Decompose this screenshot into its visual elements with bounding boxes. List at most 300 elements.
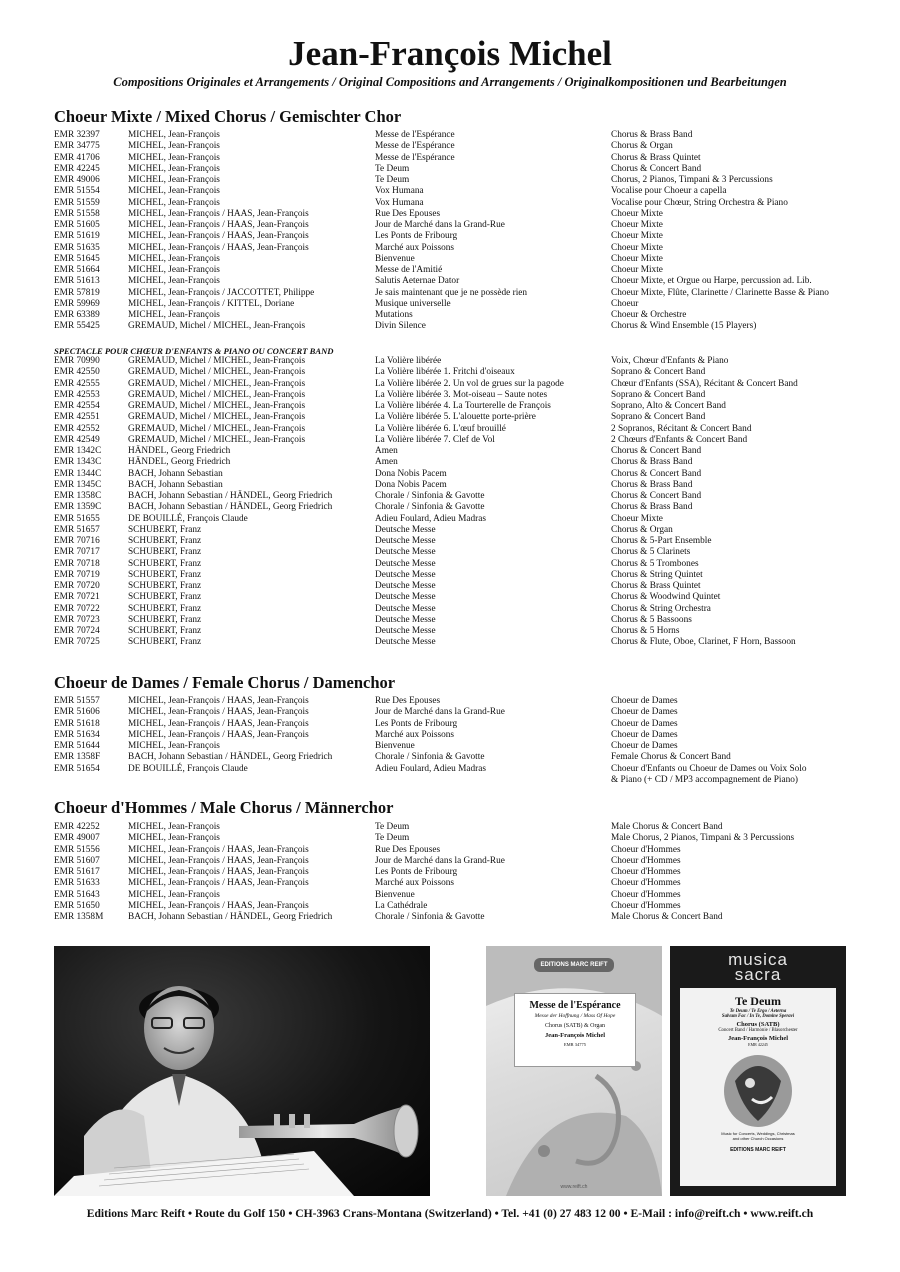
composer-name: MICHEL, Jean-François / HAAS, Jean-François [128,729,309,740]
catalog-number: EMR 42252 [54,822,100,832]
work-title: Dona Nobis Pacem [375,479,447,490]
instrumentation: Choeur d'Hommes [611,900,681,911]
table-row [54,502,854,513]
composer-photo [54,946,430,1196]
catalog-number: EMR 70722 [54,603,100,614]
composer-name: MICHEL, Jean-François [128,141,220,152]
composer-name: MICHEL, Jean-François / HAAS, Jean-François [128,707,309,718]
work-title: La Volière libérée 7. Clef de Vol [375,434,495,445]
catalog-number: EMR 1359C [54,502,102,513]
composer-name: MICHEL, Jean-François / HAAS, Jean-François [128,855,309,866]
table-row [54,626,854,637]
composer-name: GREMAUD, Michel / MICHEL, Jean-François [128,367,306,378]
work-title: La Volière libérée 4. La Tourterelle de François [375,401,551,411]
composer-name: GREMAUD, Michel / MICHEL, Jean-François [128,401,306,411]
section-heading-male: Choeur d'Hommes / Male Chorus / Männerchor [54,798,394,817]
composer-name: SCHUBERT, Franz [128,592,202,603]
catalog-number: EMR 51556 [54,844,100,855]
table-row [54,424,854,435]
cover-messe-subtitle: Messe der Hoffnung / Mass Of Hope [534,1013,616,1019]
instrumentation: Choeur Mixte [611,253,663,264]
composer-name: MICHEL, Jean-François / HAAS, Jean-François [128,696,309,706]
cover-messe-background [486,946,662,1196]
work-title: Les Ponts de Fribourg [375,231,458,242]
composer-name: MICHEL, Jean-François / HAAS, Jean-François [128,844,309,855]
catalog-number: EMR 41706 [54,152,100,163]
page-title: Jean-François Michel [288,34,612,73]
work-title: Amen [375,446,398,456]
catalog-number: EMR 63389 [54,310,100,320]
catalog-number: EMR 57819 [54,287,100,298]
instrumentation: Chorus & Brass Band [611,457,693,468]
composer-photo-illustration [54,946,430,1196]
catalog-number: EMR 51633 [54,878,100,889]
section-subheading-spectacle: SPECTACLE POUR CHŒUR D'ENFANTS & PIANO OU CONCERT BAND [54,346,334,356]
table-row [54,367,854,378]
cover-te-deum [670,946,846,1196]
work-title: Marché aux Poissons [375,729,455,740]
composer-name: BACH, Johann Sebastian / HÄNDEL, Georg Friedrich [128,502,333,513]
catalog-number: EMR 51618 [54,718,100,729]
cover-messe-title: Messe de l'Espérance [529,1000,621,1011]
table-row [54,707,854,718]
catalog-number: EMR 42553 [54,389,100,400]
cover-tedeum-title: Te Deum [735,994,781,1008]
table-row [54,401,854,412]
work-title: Deutsche Messe [375,524,436,535]
work-title: Vox Humana [375,186,424,197]
work-title: Te Deum [375,833,410,844]
composer-name: SCHUBERT, Franz [128,536,202,546]
cover-tedeum-scoring: Chorus (SATB) [736,1021,780,1028]
work-title: Messe de l'Amitié [375,265,443,275]
cover-tedeum-emblem [680,1051,836,1131]
catalog-number: EMR 51559 [54,197,100,208]
catalog-number: EMR 1343C [54,457,102,468]
work-title: La Volière libérée 2. Un vol de grues sur la pagode [375,378,564,389]
instrumentation: Voix, Chœur d'Enfants & Piano [611,356,729,366]
instrumentation: Chorus & Concert Band [611,446,702,456]
catalog-number: EMR 51557 [54,696,100,706]
section-heading-mixed: Choeur Mixte / Mixed Chorus / Gemischter Chor [54,107,402,126]
catalog-number: EMR 32397 [54,130,100,140]
instrumentation: Chorus & 5-Part Ensemble [611,536,712,546]
instrumentation: Choeur de Dames [611,696,678,706]
composer-name: GREMAUD, Michel / MICHEL, Jean-François [128,434,306,445]
cover-messe-scoring: Chorus (SATB) & Organ [544,1023,606,1029]
instrumentation: Choeur d'Enfants ou Choeur de Dames ou Voix Solo [611,763,807,774]
catalog-number: EMR 70717 [54,547,100,558]
instrumentation: Chorus & Concert Band [611,491,702,501]
instrumentation: Choeur de Dames [611,718,678,729]
composer-name: SCHUBERT, Franz [128,626,202,636]
catalog-number: EMR 51554 [54,186,100,197]
cover-tedeum-instrumentation: Concert Band / Harmonie / Blasorchester [718,1028,798,1033]
composer-name: BACH, Johann Sebastian / HÄNDEL, Georg Friedrich [128,912,333,922]
table-row [54,491,854,502]
cover-messe-website: www.reift.ch [560,1184,588,1190]
composer-name: SCHUBERT, Franz [128,581,202,591]
catalog-number: EMR 34775 [54,141,100,152]
instrumentation: Chorus & String Orchestra [611,603,711,614]
work-title: La Volière libérée 1. Fritchi d'oiseaux [375,367,515,378]
composer-name: SCHUBERT, Franz [128,614,202,625]
table-row [54,480,854,491]
catalog-number: EMR 1358F [54,752,101,763]
catalog-number: EMR 70718 [54,558,100,569]
instrumentation: Chœur d'Enfants (SSA), Récitant & Concert Band [611,378,798,389]
composer-name: MICHEL, Jean-François [128,889,220,900]
work-title: Marché aux Poissons [375,242,455,253]
work-title: Chorale / Sinfonia & Gavotte [375,502,485,513]
table-row [54,265,854,276]
instrumentation: Choeur d'Hommes [611,855,681,866]
catalog-number: EMR 51654 [54,763,100,774]
instrumentation: Male Chorus, 2 Pianos, Timpani & 3 Percussions [611,833,795,844]
composer-name: GREMAUD, Michel / MICHEL, Jean-François [128,412,306,423]
composer-name: MICHEL, Jean-François / HAAS, Jean-François [128,242,309,253]
catalog-table-spectacle [54,356,854,649]
work-title: Deutsche Messe [375,569,436,580]
table-row [54,412,854,423]
catalog-number: EMR 1345C [54,479,102,490]
composer-name: GREMAUD, Michel / MICHEL, Jean-François [128,423,306,434]
composer-name: MICHEL, Jean-François [128,130,220,140]
table-row [54,186,854,197]
work-title: Deutsche Messe [375,592,436,603]
table-row [54,457,854,468]
cover-tedeum-tagline-1: Music for Concerts, Weddings, Christmas [721,1131,795,1136]
instrumentation: Choeur d'Hommes [611,878,681,889]
table-row [54,321,854,332]
catalog-number: EMR 49007 [54,833,100,844]
table-row [54,525,854,536]
table-row [54,833,854,844]
composer-name: SCHUBERT, Franz [128,569,202,580]
catalog-number: EMR 1344C [54,468,102,479]
table-row [54,581,854,592]
instrumentation: Vocalise pour Choeur a capella [611,186,727,197]
composer-name: MICHEL, Jean-François / HAAS, Jean-François [128,900,309,911]
instrumentation: Choeur Mixte [611,242,663,253]
catalog-number: EMR 51645 [54,253,100,264]
instrumentation: Chorus & 5 Clarinets [611,547,691,558]
composer-name: MICHEL, Jean-François [128,175,220,185]
work-title: Messe de l'Espérance [375,152,455,163]
table-row [54,276,854,287]
composer-name: MICHEL, Jean-François / KITTEL, Doriane [128,298,295,309]
instrumentation: Male Chorus & Concert Band [611,912,723,922]
composer-name: GREMAUD, Michel / MICHEL, Jean-François [128,389,306,400]
table-row [54,775,854,786]
instrumentation: Choeur Mixte [611,220,663,230]
catalog-number: EMR 51664 [54,265,100,275]
catalog-number: EMR 51558 [54,208,100,219]
catalog-number: EMR 70990 [54,356,100,366]
catalog-number: EMR 51619 [54,231,100,242]
table-row [54,615,854,626]
table-row [54,752,854,763]
composer-name: MICHEL, Jean-François [128,163,220,174]
table-row [54,220,854,231]
work-title: Je sais maintenant que je ne possède rien [375,287,528,298]
instrumentation: Choeur Mixte, et Orgue ou Harpe, percussion ad. Lib. [611,276,812,287]
instrumentation: Chorus & 5 Trombones [611,558,699,569]
cover-messe-publisher: EDITIONS MARC REIFT [534,958,614,972]
catalog-number: EMR 51657 [54,524,100,535]
work-title: Rue Des Epouses [375,696,441,706]
instrumentation: Chorus & 5 Bassoons [611,614,692,625]
table-row [54,469,854,480]
work-title: Chorale / Sinfonia & Gavotte [375,752,485,763]
catalog-number: EMR 42549 [54,434,100,445]
composer-name: MICHEL, Jean-François [128,197,220,208]
work-title: Divin Silence [375,321,426,332]
table-row [54,536,854,547]
catalog-number: EMR 51650 [54,900,100,911]
table-row [54,243,854,254]
catalog-number: EMR 42550 [54,367,100,378]
instrumentation: Soprano & Concert Band [611,389,706,400]
composer-name: MICHEL, Jean-François [128,822,220,832]
instrumentation: Choeur Mixte [611,513,663,524]
work-title: La Volière libérée 6. L'œuf brouillé [375,423,506,434]
catalog-number: EMR 51617 [54,867,100,877]
instrumentation: Female Chorus & Concert Band [611,752,731,763]
work-title: Amen [375,457,398,468]
catalog-number: EMR 49006 [54,175,100,185]
table-row [54,446,854,457]
composer-name: MICHEL, Jean-François / HAAS, Jean-François [128,220,309,230]
composer-name: MICHEL, Jean-François / HAAS, Jean-François [128,718,309,729]
footer-contact: Editions Marc Reift • Route du Golf 150 • CH-3963 Crans-Montana (Switzerland) • Tel. +41 (0) 27 483 12 00 • E-Mail : info@reift.ch • www.reift.ch [86,1207,814,1220]
page-subtitle: Compositions Originales et Arrangements / Original Compositions and Arrangements / Originalkompositionen und Bearbeitungen [113,75,787,89]
catalog-number: EMR 70724 [54,626,100,636]
composer-name: DE BOUILLÉ, François Claude [128,763,248,774]
table-row [54,912,854,923]
instrumentation: Choeur & Orchestre [611,310,687,320]
catalog-number: EMR 42552 [54,423,100,434]
composer-name: HÄNDEL, Georg Friedrich [128,457,231,468]
instrumentation: Chorus & Concert Band [611,468,702,479]
composer-name: MICHEL, Jean-François [128,310,220,320]
composer-name: DE BOUILLÉ, François Claude [128,513,248,524]
table-row [54,198,854,209]
work-title: La Volière libérée 5. L'alouette porte-prière [375,412,536,423]
cover-messe-number: EMR 34775 [563,1042,587,1047]
catalog-number: EMR 42554 [54,401,100,411]
catalog-number: EMR 1342C [54,446,102,456]
composer-name: BACH, Johann Sebastian / HÄNDEL, Georg Friedrich [128,491,333,501]
catalog-number: EMR 42551 [54,412,100,423]
cover-messe-esperance [486,946,662,1196]
instrumentation: Choeur de Dames [611,707,678,718]
composer-name: HÄNDEL, Georg Friedrich [128,446,231,456]
work-title: Marché aux Poissons [375,878,455,889]
instrumentation: Chorus & String Quintet [611,569,703,580]
work-title: Jour de Marché dans la Grand-Rue [375,855,505,866]
table-row [54,141,854,152]
table-row [54,379,854,390]
table-row [54,310,854,321]
instrumentation: Chorus & Brass Band [611,479,693,490]
work-title: Deutsche Messe [375,637,436,648]
catalog-number: EMR 42245 [54,163,100,174]
table-row [54,153,854,164]
instrumentation: 2 Sopranos, Récitant & Concert Band [611,423,752,434]
table-row [54,822,854,833]
instrumentation: Choeur Mixte [611,231,663,242]
cover-tedeum-series-1: musica [728,950,788,969]
cover-tedeum-subtitle-1: Te Deum / Te Ergo / Aeterna [729,1009,787,1014]
table-row [54,901,854,912]
composer-name: MICHEL, Jean-François [128,741,220,751]
work-title: Deutsche Messe [375,558,436,569]
work-title: Deutsche Messe [375,581,436,591]
composer-name: GREMAUD, Michel / MICHEL, Jean-François [128,321,306,332]
table-row [54,175,854,186]
cover-tedeum-panel [680,988,836,1186]
work-title: Deutsche Messe [375,603,436,614]
work-title: Les Ponts de Fribourg [375,867,458,877]
work-title: Deutsche Messe [375,614,436,625]
work-title: Bienvenue [375,253,415,264]
table-row [54,741,854,752]
composer-name: MICHEL, Jean-François [128,186,220,197]
work-title: Vox Humana [375,197,424,208]
table-row [54,845,854,856]
table-row [54,164,854,175]
table-row [54,696,854,707]
instrumentation: Choeur d'Hommes [611,889,681,900]
composer-name: MICHEL, Jean-François / JACCOTTET, Philippe [128,287,315,298]
work-title: Te Deum [375,175,410,185]
catalog-number: EMR 42555 [54,378,100,389]
composer-name: MICHEL, Jean-François [128,276,220,287]
composer-name: SCHUBERT, Franz [128,558,202,569]
composer-name: BACH, Johann Sebastian [128,479,223,490]
table-row [54,547,854,558]
table-row [54,559,854,570]
table-row [54,514,854,525]
catalog-table-male [54,822,854,923]
catalog-number: EMR 51607 [54,855,100,866]
catalog-number: EMR 51635 [54,242,100,253]
instrumentation: Chorus & Concert Band [611,163,702,174]
work-title: Jour de Marché dans la Grand-Rue [375,220,505,230]
instrumentation: Chorus & Organ [611,524,673,535]
work-title: Dona Nobis Pacem [375,468,447,479]
instrumentation: Chorus & Wind Ensemble (15 Players) [611,321,757,332]
composer-name: MICHEL, Jean-François / HAAS, Jean-François [128,878,309,889]
cover-tedeum-series-2: sacra [734,965,782,984]
catalog-number: EMR 70719 [54,569,100,580]
table-row [54,130,854,141]
catalog-number: EMR 70725 [54,637,100,648]
instrumentation: Chorus & Organ [611,141,673,152]
work-title: Messe de l'Espérance [375,141,455,152]
table-row [54,878,854,889]
work-title: Chorale / Sinfonia & Gavotte [375,912,485,922]
instrumentation: Chorus & 5 Horns [611,626,680,636]
instrumentation: Choeur de Dames [611,741,678,751]
instrumentation: Soprano, Alto & Concert Band [611,401,726,411]
work-title: Deutsche Messe [375,536,436,546]
work-title: Salutis Aeternae Dator [375,276,460,287]
instrumentation: Choeur Mixte [611,208,663,219]
work-title: Deutsche Messe [375,626,436,636]
catalog-number: EMR 51655 [54,513,100,524]
work-title: Rue Des Epouses [375,208,441,219]
table-row [54,288,854,299]
composer-name: SCHUBERT, Franz [128,637,202,648]
composer-name: MICHEL, Jean-François [128,253,220,264]
composer-name: MICHEL, Jean-François [128,152,220,163]
work-title: Adieu Foulard, Adieu Madras [375,513,487,524]
instrumentation: Chorus & Brass Band [611,502,693,513]
catalog-number: EMR 51634 [54,729,100,740]
composer-name: SCHUBERT, Franz [128,547,202,558]
composer-name: MICHEL, Jean-François / HAAS, Jean-François [128,867,309,877]
cover-tedeum-number: EMR 42245 [748,1042,768,1047]
catalog-table-mixed [54,130,854,333]
work-title: Chorale / Sinfonia & Gavotte [375,491,485,501]
composer-name: GREMAUD, Michel / MICHEL, Jean-François [128,356,306,366]
table-row [54,890,854,901]
instrumentation: Chorus & Brass Quintet [611,581,701,591]
work-title: Bienvenue [375,741,415,751]
instrumentation: Choeur de Dames [611,729,678,740]
instrumentation: Choeur [611,298,639,309]
work-title: Rue Des Epouses [375,844,441,855]
table-row [54,299,854,310]
section-heading-female: Choeur de Dames / Female Chorus / Damenchor [54,673,396,692]
catalog-number: EMR 59969 [54,298,100,309]
work-title: Adieu Foulard, Adieu Madras [375,763,487,774]
composer-name: MICHEL, Jean-François [128,833,220,844]
table-row [54,592,854,603]
instrumentation: Soprano & Concert Band [611,412,706,423]
table-row [54,764,854,775]
instrumentation: Chorus & Brass Quintet [611,152,701,163]
cover-tedeum-subtitle-2: Salvum Fac / In Te, Domine Speravi [721,1014,795,1019]
catalog-number: EMR 70720 [54,581,100,591]
instrumentation: Chorus & Woodwind Quintet [611,592,721,603]
work-title: Messe de l'Espérance [375,130,455,140]
instrumentation: Chorus & Brass Band [611,130,693,140]
table-row [54,637,854,648]
work-title: Les Ponts de Fribourg [375,718,458,729]
catalog-number: EMR 70721 [54,592,100,603]
catalog-number: EMR 1358C [54,491,102,501]
work-title: La Volière libérée [375,356,442,366]
catalog-table-female [54,696,854,786]
instrumentation: Chorus & Flute, Oboe, Clarinet, F Horn, Bassoon [611,637,796,648]
catalog-number: EMR 1358M [54,912,104,922]
work-title: Musique universelle [375,298,451,309]
cover-tedeum-tagline-2: and other Church Occasions [732,1136,784,1141]
table-row [54,867,854,878]
instrumentation: Male Chorus & Concert Band [611,822,723,832]
work-title: Deutsche Messe [375,547,436,558]
table-row [54,435,854,446]
catalog-number: EMR 70723 [54,614,100,625]
catalog-number: EMR 51644 [54,741,100,751]
cover-tedeum-composer: Jean-François Michel [727,1035,789,1042]
work-title: La Volière libérée 3. Mot-oiseau – Saute notes [375,389,548,400]
table-row [54,254,854,265]
catalog-number: EMR 51613 [54,276,100,287]
